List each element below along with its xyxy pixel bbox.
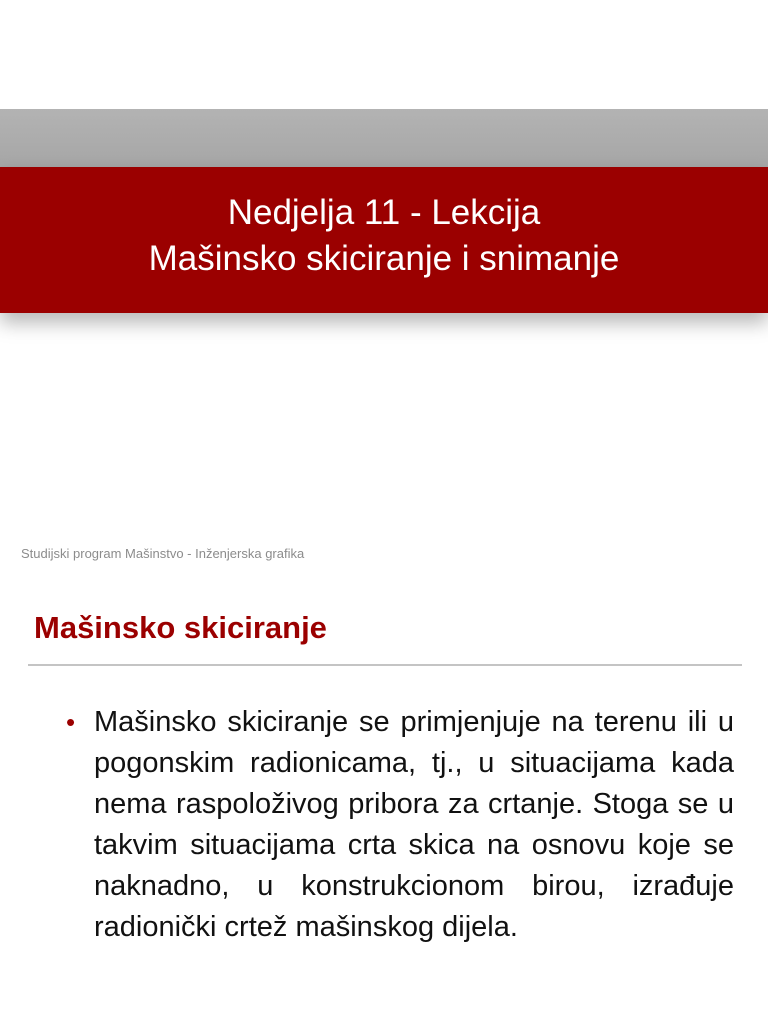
slide-title-line-2: Mašinsko skiciranje i snimanje xyxy=(148,239,620,278)
footer-program-label: Studijski program Mašinstvo - Inženjerska grafika xyxy=(21,546,305,561)
bullet-dot-icon: • xyxy=(66,707,76,737)
bullet-text: Mašinsko skiciranje se primjenjuje na terenu ili u pogonskim radionicama, tj., u situacijama kada nema raspoloživog pribora za crtanje. Stoga se u takvim situacijama crta skica na osnovu koje se naknadno, u konstrukcionom birou, izrađuje radionički crtež mašinskog dijela. xyxy=(94,706,734,943)
slide-title xyxy=(0,190,768,282)
content-heading: Mašinsko skiciranje xyxy=(34,610,327,645)
bullet-list xyxy=(62,702,734,948)
heading-divider xyxy=(28,664,742,666)
header-gray-band xyxy=(0,109,768,167)
slide-title-line-1: Nedjelja 11 - Lekcija xyxy=(227,193,541,232)
bullet-item xyxy=(62,702,734,948)
